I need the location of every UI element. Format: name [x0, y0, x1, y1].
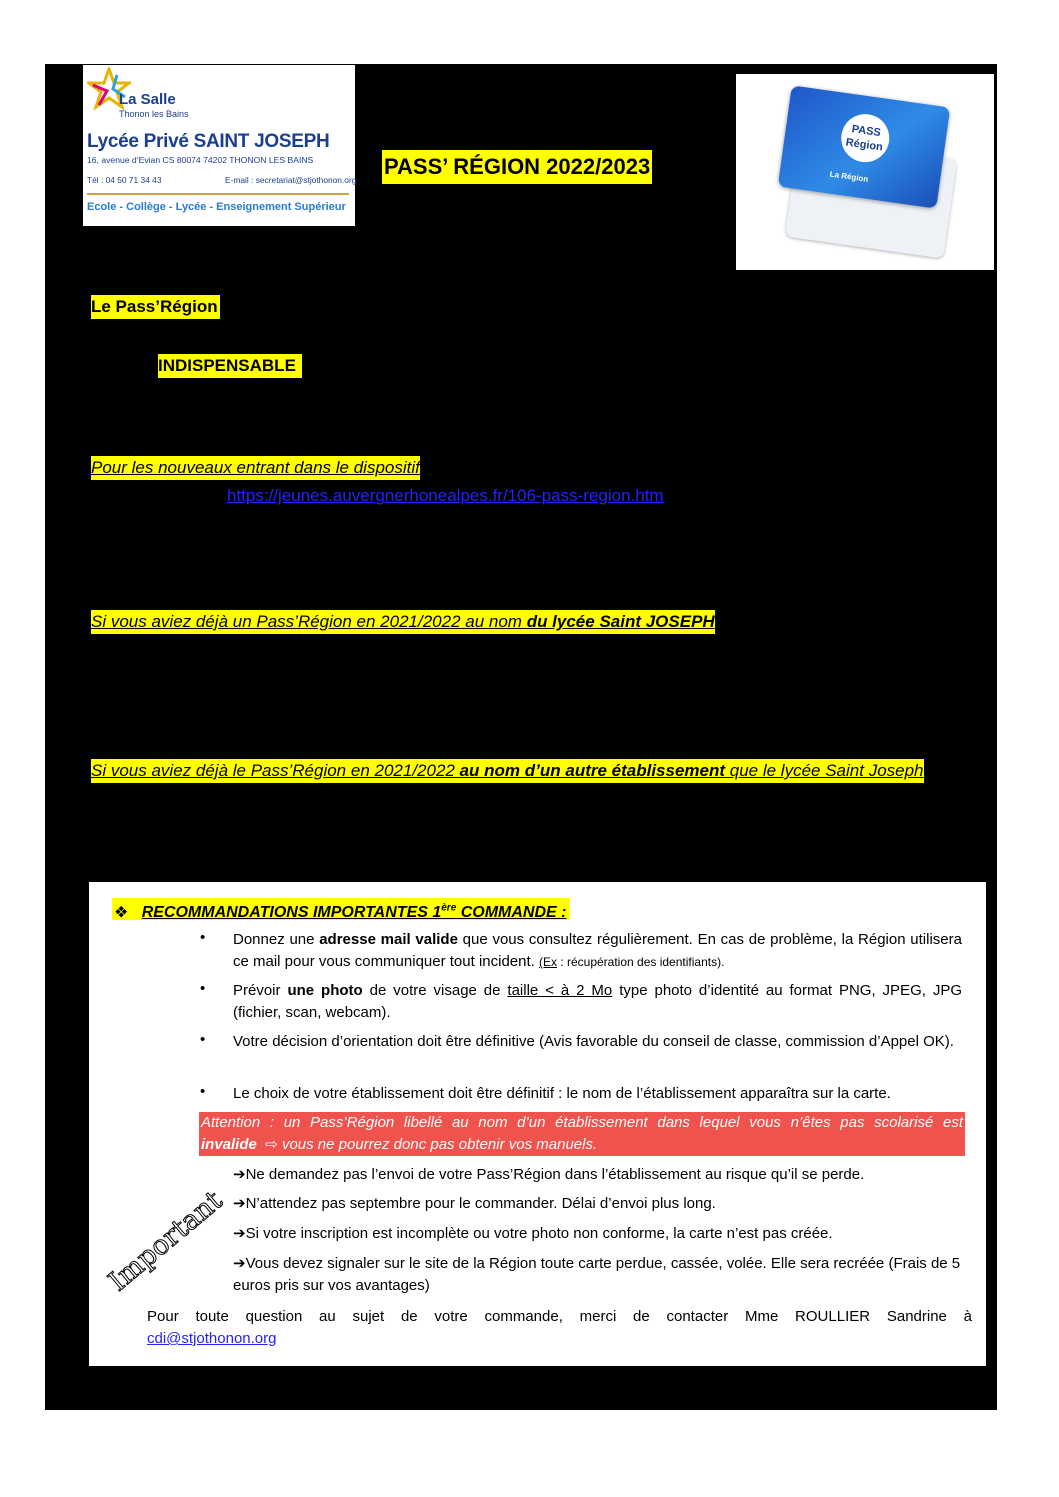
item1-small: : récupération des identifiants). — [556, 955, 725, 969]
same-school-bold: du lycée Saint JOSEPH — [526, 612, 715, 631]
logo-brand: La Salle — [119, 91, 176, 108]
bullet-icon: • — [200, 1083, 206, 1100]
item1-example: (Ex — [538, 955, 557, 969]
same-school-heading — [91, 610, 715, 634]
recommendation-email — [233, 929, 962, 973]
attention-line2 — [201, 1134, 963, 1156]
other-school-text-end: que le lycée Saint Joseph — [725, 761, 924, 780]
item1-text-a: Donnez une — [233, 931, 320, 948]
recommendation-orientation: Votre décision d’orientation doit être définitive (Avis favorable du conseil de classe, commission d’Appel OK). — [233, 1033, 954, 1050]
heading-text — [142, 904, 567, 921]
contact-paragraph — [147, 1306, 972, 1350]
note-lost-card — [233, 1253, 965, 1297]
item2-text-d: type photo d’identité au format PNG, JPEG, JPG (fichier, scan, webcam). — [233, 982, 963, 1021]
intro-label: Le Pass’Région — [91, 295, 220, 319]
card-pass-label: PASS — [850, 123, 882, 140]
item1-text-c: que vous consultez régulièrement. En cas de problème, la Région utilisera ce mail pour vous communiquer tout incident. — [233, 931, 962, 970]
item2-text-c: de votre visage de — [362, 982, 508, 999]
recommendations-box — [89, 882, 986, 1366]
logo-levels: Ecole - Collège - Lycée - Enseignement Supérieur — [87, 201, 346, 213]
logo-phone: Tél : 04 50 71 34 43 — [87, 175, 162, 185]
indispensable-label: INDISPENSABLE — [158, 354, 302, 378]
arrow-icon: ➔ — [233, 1195, 246, 1212]
pass-region-card-image — [736, 74, 994, 270]
arrow-right-icon: ⇨ — [265, 1136, 278, 1153]
card-region-label: Région — [844, 136, 884, 154]
other-school-bold: au nom d’un autre établissement — [459, 761, 726, 780]
note1-text: Ne demandez pas l’envoi de votre Pass’Région dans l’établissement au risque qu’il se perde. — [245, 1166, 865, 1183]
contact-line: Pour toute question au sujet de votre commande, merci de contacter Mme ROULLIER Sandrine à — [147, 1308, 972, 1325]
item2-text-a: Prévoir — [233, 982, 288, 999]
card-pass-badge — [838, 111, 892, 165]
heading-sup: ère — [441, 903, 457, 914]
attention-banner — [199, 1112, 965, 1156]
pass-region-link[interactable]: https://jeunes.auvergnerhonealpes.fr/106-pass-region.htm — [227, 486, 664, 505]
diamond-bullet-icon: ❖ — [114, 904, 129, 922]
same-school-text: Si vous aviez déjà un Pass’Région en 2021/2022 au nom — [91, 612, 527, 631]
important-stamp: Important — [102, 1185, 229, 1298]
logo-school-name: Lycée Privé SAINT JOSEPH — [87, 131, 330, 152]
arrow-icon: ➔ — [233, 1166, 246, 1183]
note3-text: Si votre inscription est incomplète ou votre photo non conforme, la carte n’est pas créée. — [245, 1225, 833, 1242]
recommendation-establishment: Le choix de votre établissement doit être définitif : le nom de l’établissement apparaîtra sur la carte. — [233, 1085, 891, 1102]
new-entrants-heading: Pour les nouveaux entrant dans le dispositif — [91, 456, 420, 480]
page-title: PASS’ RÉGION 2022/2023 — [382, 150, 652, 184]
card-front — [778, 85, 951, 208]
item1-bold: adresse mail valide — [319, 931, 458, 948]
item2-bold: une photo — [287, 982, 363, 999]
arrow-icon: ➔ — [233, 1255, 246, 1272]
note-incomplete — [233, 1223, 965, 1245]
logo-divider — [87, 193, 349, 195]
bullet-icon: • — [200, 980, 206, 997]
recommendation-photo — [233, 980, 962, 1024]
card-issuer: La Région — [829, 169, 869, 184]
other-school-text: Si vous aviez déjà le Pass’Région en 2021/2022 — [91, 761, 460, 780]
school-logo — [83, 65, 355, 226]
arrow-icon: ➔ — [233, 1225, 246, 1242]
recommendations-heading — [112, 898, 570, 920]
bullet-icon: • — [200, 1031, 206, 1048]
note4-text: Vous devez signaler sur le site de la Région toute carte perdue, cassée, volée. Elle sera recréée (Frais de 5 euros pris sur vos avantages) — [233, 1255, 961, 1294]
attention-invalid: invalide — [201, 1136, 257, 1153]
logo-address: 16, avenue d’Evian CS 80074 74202 THONON LES BAINS — [87, 155, 314, 165]
attention-line2-text: vous ne pourrez donc pas obtenir vos manuels. — [277, 1136, 598, 1153]
note-september — [233, 1193, 965, 1215]
other-school-heading — [91, 759, 924, 783]
bullet-icon: • — [200, 929, 206, 946]
heading-pre: RECOMMANDATIONS IMPORTANTES 1 — [141, 904, 442, 922]
note-delivery — [233, 1164, 965, 1186]
item2-underline: taille < à 2 Mo — [507, 982, 613, 999]
logo-email: E-mail : secretariat@stjothonon.org — [225, 175, 357, 185]
heading-post: COMMANDE : — [456, 904, 567, 922]
contact-email-link[interactable]: cdi@stjothonon.org — [147, 1330, 277, 1347]
logo-town: Thonon les Bains — [119, 109, 189, 119]
attention-line1: Attention : un Pass’Région libellé au nom d’un établissement dans lequel vous n’êtes pas scolarisé est — [201, 1114, 963, 1131]
note2-text: N’attendez pas septembre pour le commander. Délai d’envoi plus long. — [245, 1195, 716, 1212]
